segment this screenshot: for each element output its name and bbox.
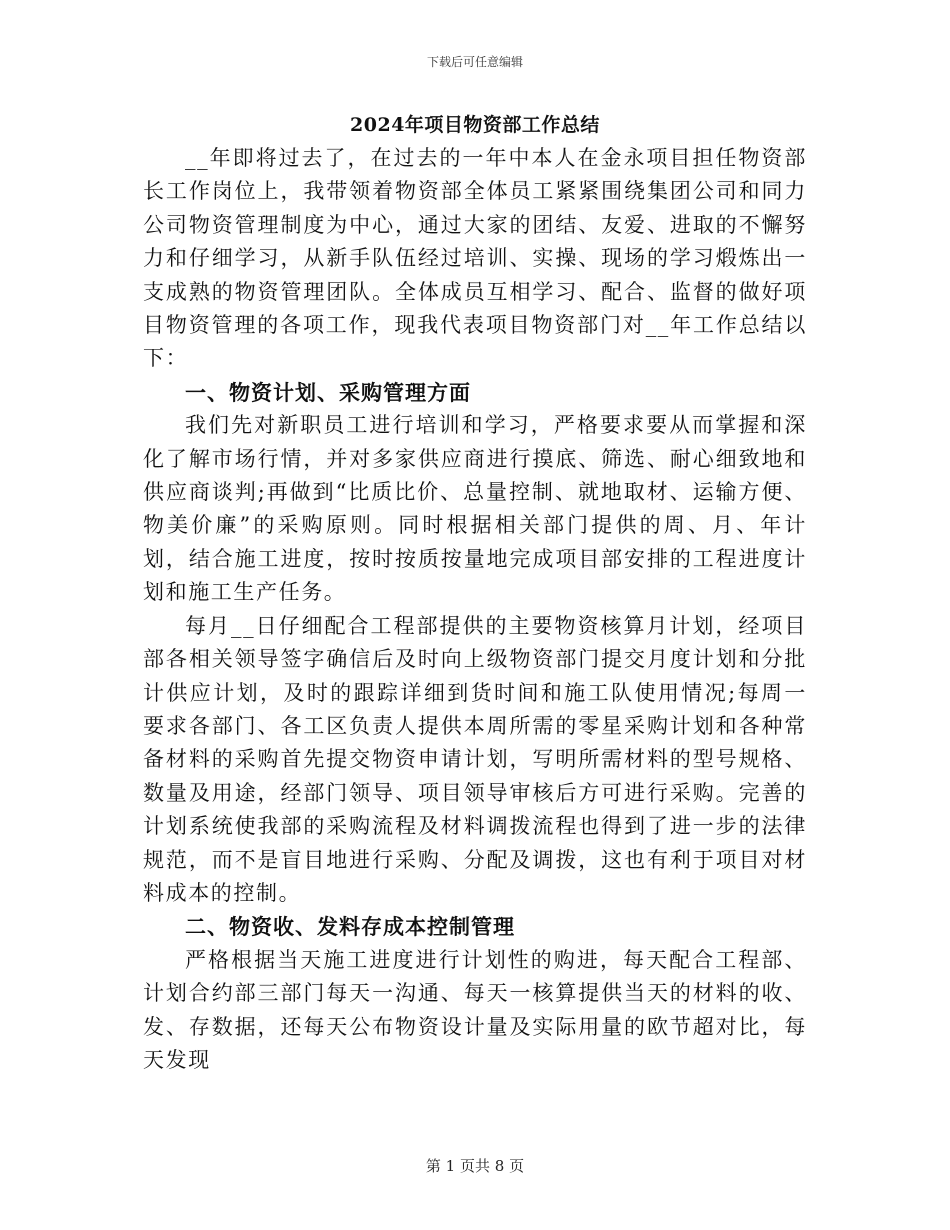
- document-title: 2024年项目物资部工作总结: [350, 114, 600, 136]
- section-heading-1: 一、物资计划、采购管理方面: [185, 379, 471, 405]
- section1-paragraph-2: 每月__日仔细配合工程部提供的主要物资核算月计划，经项目部各相关领导签字确信后及时向上级物资部门提交月度计划和分批计供应计划，及时的跟踪详细到货时间和施工队使用情况;每周一要求各部门、各工区负责人提供本周所需的零星采购计划和各种常备材料的采购首先提交物资申请计划，写明所需材料的型号规格、数量及用途，经部门领导、项目领导审核后方可进行采购。完善的计划系统使我部的采购流程及材料调拨流程也得到了进一步的法律规范，而不是盲目地进行采购、分配及调拨，这也有利于项目对材料成本的控制。: [143, 613, 807, 905]
- section1-paragraph-1: 我们先对新职员工进行培训和学习，严格要求要从而掌握和深化了解市场行情，并对多家供应商进行摸底、筛选、耐心细致地和供应商谈判;再做到“比质比价、总量控制、就地取材、运输方便、物美价廉”的采购原则。同时根据相关部门提供的周、月、年计划，结合施工进度，按时按质按量地完成项目部安排的工程进度计划和施工生产任务。: [143, 413, 807, 605]
- section-heading-2: 二、物资收、发料存成本控制管理: [185, 914, 515, 940]
- intro-paragraph: __年即将过去了，在过去的一年中本人在金永项目担任物资部长工作岗位上，我带领着物资部全体员工紧紧围绕集团公司和同力公司物资管理制度为中心，通过大家的团结、友爱、进取的不懈努力和仔细学习，从新手队伍经过培训、实操、现场的学习煅炼出一支成熟的物资管理团队。全体成员互相学习、配合、监督的做好项目物资管理的各项工作，现我代表项目物资部门对__年工作总结以下：: [143, 146, 807, 371]
- document-body: [143, 108, 807, 1077]
- section2-paragraph-1: 严格根据当天施工进度进行计划性的购进，每天配合工程部、计划合约部三部门每天一沟通、每天一核算提供当天的材料的收、发、存数据，还每天公布物资设计量及实际用量的欧节超对比，每天发现: [143, 947, 807, 1072]
- page-number: 第 1 页共 8 页: [425, 1157, 525, 1175]
- page-header-note: 下载后可任意编辑: [426, 55, 523, 69]
